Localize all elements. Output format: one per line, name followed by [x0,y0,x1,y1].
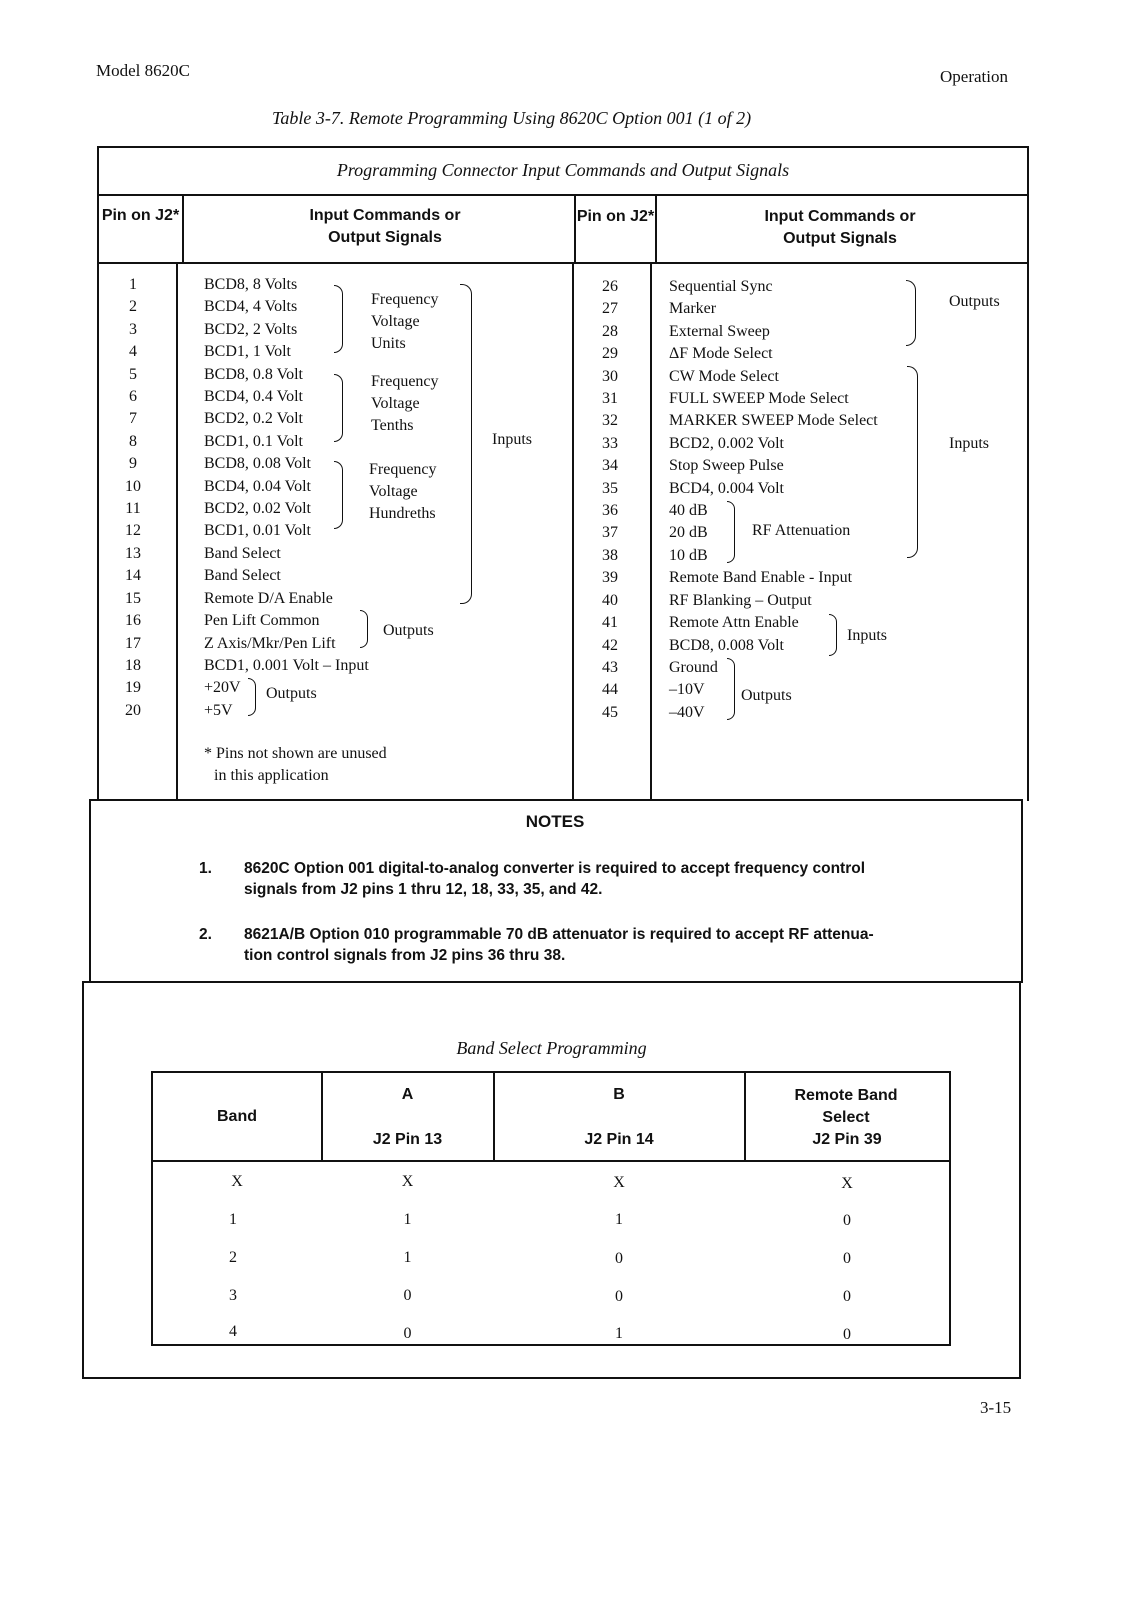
signal-name: +5V [204,701,233,719]
group-hundreths: Frequency Voltage Hundreths [369,461,437,522]
pin-number: 28 [602,322,618,340]
signal-name: RF Blanking – Output [669,591,812,609]
signal-name: Marker [669,300,717,318]
signal-name: +20V [204,679,241,697]
pin-number: 10 [125,477,141,495]
pin-number: 42 [602,636,618,654]
pin-number: 33 [602,434,618,452]
connector-title: Programming Connector Input Commands and Output Signals [336,160,790,180]
pin-number: 1 [129,276,137,293]
pin-number: 40 [602,591,618,609]
brace-rf-atten [727,501,735,563]
pin-number: 3 [129,320,137,338]
pin-number: 11 [125,500,141,518]
signal-name: Stop Sweep Pulse [669,457,784,475]
pin-number: 19 [125,679,141,697]
pin-number: 34 [602,457,618,475]
signal-name: BCD8, 0.8 Volt [204,365,303,383]
group-inputs-left: Inputs [492,431,532,448]
pin-number: 45 [602,703,618,721]
pin-number: 6 [129,388,137,406]
signal-name: CW Mode Select [669,367,779,385]
signal-name: 10 dB [669,546,708,564]
signal-name: Remote Band Enable - Input [669,569,853,587]
pin-number: 17 [125,634,141,652]
right-signal-column [669,276,878,724]
signal-name: BCD8, 0.008 Volt [669,636,784,654]
pin-number: 27 [602,300,618,318]
signal-name: Z Axis/Mkr/Pen Lift [204,634,336,652]
left-signal-column [204,274,369,722]
signal-name: BCD2, 0.02 Volt [204,500,311,518]
pin-number: 31 [602,390,618,408]
brace-pen-outputs [360,610,368,648]
pin-number: 44 [602,681,618,699]
pin-number: 37 [602,524,618,542]
pin-number: 13 [125,544,141,562]
signal-name: BCD2, 0.2 Volt [204,410,303,428]
signal-name: BCD8, 0.08 Volt [204,455,311,473]
pin-number: 5 [129,365,137,383]
brace-inputs-attn [829,614,837,656]
group-units: Frequency Voltage Units [371,291,439,352]
signal-name: MARKER SWEEP Mode Select [669,412,878,430]
notes-title: NOTES [525,812,585,831]
header-signal-right: Input Commands or Output Signals [764,208,916,247]
signal-name: BCD4, 4 Volts [204,298,298,316]
brace-units [334,285,343,353]
brace-inputs [460,284,472,604]
band-header: Band [217,1108,257,1125]
signal-name: BCD2, 2 Volts [204,320,298,338]
signal-name: Remote D/A Enable [204,589,333,607]
brace-tenths [334,374,343,442]
note-number: 2. [199,926,212,943]
pin-number: 20 [125,701,141,719]
group-rf-atten: RF Attenuation [752,522,851,539]
signal-name: BCD4, 0.4 Volt [204,388,303,406]
signal-name: BCD1, 0.1 Volt [204,432,303,450]
group-tenths: Frequency Voltage Tenths [371,373,439,434]
signal-name: Sequential Sync [669,278,773,295]
pin-number: 16 [125,612,141,630]
signal-name: Pen Lift Common [204,612,320,630]
signal-name: BCD1, 0.01 Volt [204,522,311,540]
pin-number: 12 [125,522,141,540]
table-title: Table 3-7. Remote Programming Using 8620C Option 001 (1 of 2) [272,108,752,128]
group-inputs-attn: Inputs [847,627,887,644]
right-pin-column [594,276,626,724]
footnote: * Pins not shown are unused in this application [204,745,387,784]
signal-name: BCD2, 0.002 Volt [669,434,784,452]
group-power-outputs: Outputs [266,685,317,702]
b-pin-header: J2 Pin 14 [584,1131,654,1148]
note-number: 1. [199,860,212,877]
note-text: 8620C Option 001 digital-to-analog converter is required to accept frequency control signals from J2 pins 1 thru 12, 18, 33, 35, and 42. [244,860,865,898]
signal-name: –40V [669,703,705,721]
pin-number: 26 [602,278,618,295]
pin-number: 41 [602,614,618,632]
pin-number: 43 [602,658,618,676]
pin-number: 2 [129,298,137,316]
brace-inputs-mid [907,366,918,558]
signal-name: FULL SWEEP Mode Select [669,390,849,408]
signal-name: BCD4, 0.004 Volt [669,479,784,497]
remote-band-header: Remote Band Select [794,1087,898,1126]
pin-number: 15 [125,589,141,607]
signal-name: Ground [669,658,718,676]
pin-number: 29 [602,345,618,363]
brace-outputs-bottom [727,658,735,720]
signal-name: BCD4, 0.04 Volt [204,477,311,495]
pin-number: 18 [125,656,141,674]
signal-name: Band Select [204,567,281,585]
brace-outputs-top [906,280,916,346]
brace-power-outputs [248,678,256,716]
pin-number: 7 [129,410,137,428]
section-label: Operation [940,67,1008,86]
group-pen-outputs: Outputs [383,622,434,639]
group-outputs-top: Outputs [949,293,1000,310]
signal-name: 40 dB [669,502,708,520]
page-number: 3-15 [980,1398,1012,1417]
signal-name: Remote Attn Enable [669,614,799,632]
signal-name: Band Select [204,544,281,562]
b-header: B [613,1086,625,1103]
left-pin-column [118,274,148,722]
pin-number: 14 [125,567,141,585]
header-pin-left: Pin on J2* [101,207,180,224]
band-select-title: Band Select Programming [456,1038,647,1058]
pin-number: 35 [602,479,618,497]
header-pin-right: Pin on J2* [576,208,655,225]
signal-name: BCD1, 0.001 Volt – Input [204,656,369,674]
signal-name: External Sweep [669,322,770,340]
pin-number: 9 [129,455,137,473]
remote-pin-header: J2 Pin 39 [812,1131,882,1148]
a-header: A [401,1086,414,1103]
pin-number: 39 [602,569,618,587]
pin-number: 8 [129,432,137,450]
header-signal-left: Input Commands or Output Signals [309,207,461,246]
pin-number: 38 [602,546,618,564]
signal-name: 20 dB [669,524,708,542]
pin-number: 30 [602,367,618,385]
note-text: 8621A/B Option 010 programmable 70 dB attenuator is required to accept RF attenua- tion control signals from J2 pins 36 thru 38. [244,926,874,964]
pin-number: 4 [129,343,137,361]
a-pin-header: J2 Pin 13 [372,1131,443,1148]
signal-name: –10V [669,681,705,699]
signal-name: BCD8, 8 Volts [204,276,298,293]
signal-name: BCD1, 1 Volt [204,343,291,361]
pin-number: 32 [602,412,618,430]
signal-name: ΔF Mode Select [669,345,773,363]
model-label: Model 8620C [96,61,190,80]
pin-number: 36 [602,502,618,520]
group-inputs-mid: Inputs [949,435,989,452]
group-outputs-bottom: Outputs [741,687,792,704]
brace-hundreths [334,461,343,529]
